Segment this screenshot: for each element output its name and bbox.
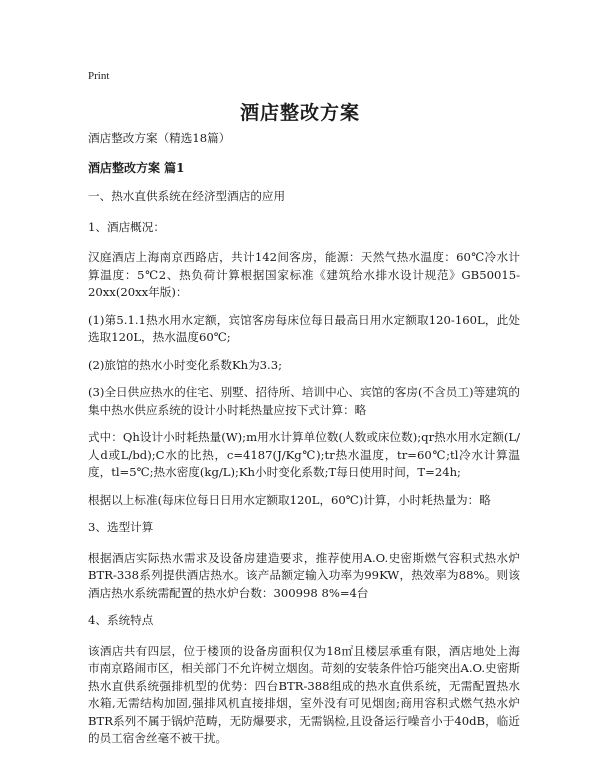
section-heading: 一、热水直供系统在经济型酒店的应用: [88, 189, 286, 203]
document-body: [88, 130, 520, 758]
paragraph: (1)第5.1.1热水用水定额，宾馆客房每床位每日最高日用水定额取120-160L，此处选取120L，热水温度60℃;: [88, 312, 520, 344]
page-title: 酒店整改方案: [239, 102, 360, 124]
paragraph: (2)旅馆的热水小时变化系数Kh为3.3;: [88, 357, 283, 372]
part-heading: 酒店整改方案 篇1: [88, 160, 185, 175]
paragraph: 汉庭酒店上海南京西路店，共计142间客房，能源：天然气热水温度：60℃冷水计算温度：5℃2、热负荷计算根据国家标准《建筑给水排水设计规范》GB50015-20xx(20xx年版)：: [88, 250, 520, 299]
document-subtitle: 酒店整改方案（精选18篇）: [88, 131, 231, 145]
print-label: Print: [88, 70, 110, 82]
section-heading: 3、选型计算: [88, 520, 154, 534]
paragraph: 根据以上标准(每床位每日日用水定额取120L，60℃)计算，小时耗热量为：略: [88, 492, 491, 507]
section-heading: 1、酒店概况：: [88, 219, 165, 234]
section-heading: 4、系统特点: [88, 613, 154, 627]
paragraph: 该酒店共有四层，位于楼顶的设备房面积仅为18㎡且楼层承重有限，酒店地处上海市南京路闹市区，相关部门不允许树立烟囱。苛刻的安装条件恰巧能突出A.O.史密斯热水直供系统强排机型的优势：四台BTR-388组成的热水直供系统，无需配置热水水箱,无需结构加固,强排风机直接排烟，室外没有可见烟囱;商用容积式燃气热水炉BTR系列不属于锅炉范畴，无防爆要求，无需锅检,且设备运行噪音小于40dB，临近的员工宿舍丝毫不被干扰。: [88, 643, 520, 745]
paragraph: (3)全日供应热水的住宅、别墅、招待所、培训中心、宾馆的客房(不含员工)等建筑的集中热水供应系统的设计小时耗热量应按下式计算：略: [88, 385, 520, 417]
paragraph: 根据酒店实际热水需求及设备房建造要求，推荐使用A.O.史密斯燃气容积式热水炉BTR-338系列提供酒店热水。该产品额定输入功率为99KW，热效率为88%。则该酒店热水系统需配置的热水炉台数：300998 8%=4台: [88, 550, 520, 600]
paragraph: 式中：Qh设计小时耗热量(W);m用水计算单位数(人数或床位数);qr热水用水定额(L/人d或L/bd);C水的比热，c=4187(J/Kg℃);tr热水温度，tr=60℃;tl冷水计算温度，tl=5℃;热水密度(kg/L);Kh小时变化系数;T每日使用时间，T=24h;: [88, 430, 520, 479]
